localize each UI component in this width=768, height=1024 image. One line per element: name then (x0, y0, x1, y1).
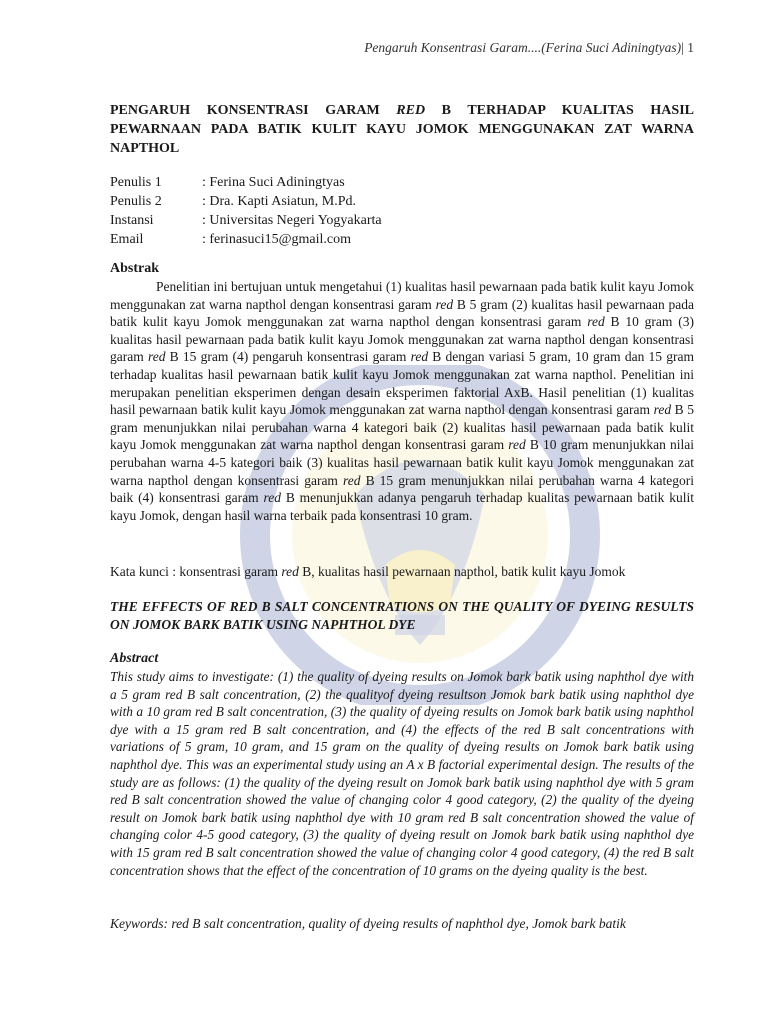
english-title: THE EFFECTS OF RED B SALT CONCENTRATIONS ON THE QUALITY OF DYEING RESULTS ON JOMOK BARK BATIK USING NAPHTHOL DYE (110, 599, 694, 632)
paper-title (110, 101, 694, 158)
abstrak-text-segment: B 10 gram menunjukkan nilai perubahan warna 4-5 kategori baik (3) kualitas hasil pewarnaan batik kulit kayu Jomok menggunakan zat warna napthol dengan konsentrasi garam (110, 437, 694, 488)
author-row (110, 230, 694, 249)
page-number: 1 (687, 40, 694, 55)
abstrak-text-segment: B dengan variasi 5 gram, 10 gram dan 15 gram terhadap kualitas hasil pewarnaan batik kulit kayu Jomok menggunakan zat warna napthol. Penelitian ini merupakan penelitian eksperimen dengan desain eksperimen faktorial AxB. Hasil penelitian (1) kualitas hasil pewarnaan batik kulit kayu Jomok menggunakan zat warna napthol dengan konsentrasi garam (110, 349, 694, 418)
abstrak-text-segment: B 5 gram menunjukkan nilai perubahan warna 4 kategori baik (2) kualitas hasil pewarnaan pada batik kulit kayu Jomok menggunakan zat warna napthol dengan konsentrasi garam (110, 402, 694, 453)
running-header (364, 40, 694, 56)
abstrak-text-segment: B 10 gram (3) kualitas hasil pewarnaan pada batik kulit kayu Jomok menggunakan zat warna napthol dengan konsentrasi garam (110, 314, 694, 365)
abstrak-text-segment: Penelitian ini bertujuan untuk mengetahui (1) kualitas hasil pewarnaan pada batik kulit kayu Jomok menggunakan zat warna napthol dengan konsentrasi garam (110, 279, 694, 312)
email-value: : ferinasuci15@gmail.com (202, 232, 351, 247)
abstrak-text-segment: B 15 gram menunjukkan nilai perubahan warna 4 kategori baik (4) konsentrasi garam (110, 472, 694, 506)
author-block (110, 173, 694, 249)
title-part1: PENGARUH KONSENTRASI GARAM (110, 103, 397, 118)
author-value: : Universitas Negeri Yogyakarta (202, 213, 382, 228)
kata-kunci-italic: red (281, 564, 299, 579)
abstrak-text-segment: B 5 gram (2) kualitas hasil pewarnaan pada batik kulit kayu Jomok menggunakan zat warna napthol dengan konsentrasi garam (110, 296, 694, 330)
author-label: Penulis 1 (110, 175, 162, 190)
title-part2: B TERHADAP KUALITAS HASIL PEWARNAAN PADA BATIK KULIT KAYU JOMOK MENGGUNAKAN ZAT WARNA NAPTHOL (110, 103, 694, 156)
abstract-heading: Abstract (110, 651, 159, 666)
header-separator: | (681, 40, 684, 55)
kata-kunci-suffix: B, kualitas hasil pewarnaan napthol, batik kulit kayu Jomok (298, 564, 626, 579)
abstrak-text-segment: B 15 gram (4) pengaruh konsentrasi garam (165, 349, 411, 365)
running-title: Pengaruh Konsentrasi Garam....(Ferina Suci Adiningtyas) (364, 40, 682, 55)
keywords: Keywords: red B salt concentration, quality of dyeing results of naphthol dye, Jomok bark batik (110, 916, 626, 931)
abstrak-italic-term: red (147, 349, 166, 365)
abstrak-text-segment: B menunjukkan adanya pengaruh terhadap kualitas pewarnaan batik kulit kayu Jomok, dengan hasil warna terbaik pada konsentrasi 10 gram. (110, 490, 695, 523)
abstrak-italic-term: red (263, 490, 281, 506)
kata-kunci-prefix: Kata kunci : konsentrasi garam (110, 564, 282, 579)
abstrak-paragraph (110, 278, 694, 524)
abstrak-italic-term: red (343, 472, 361, 488)
author-value: : Dra. Kapti Asiatun, M.Pd. (202, 194, 356, 209)
abstrak-italic-term: red (653, 402, 672, 418)
author-label: Penulis 2 (110, 194, 162, 209)
author-row (110, 211, 694, 230)
abstract-paragraph: This study aims to investigate: (1) the quality of dyeing results on Jomok bark batik using naphthol dye with a 5 gram red B salt concentration, (2) the qualityof dyeing resultson Jomok bark batik using naphthol dye with a 10 gram red B salt concentration, (3) the quality of dyeing results on Jomok bark batik using naphthol dye with a 15 gram red B salt concentration, and (4) the effects of the red B salt concentrations with variations of 5 gram, 10 gram, and 15 gram on the quality of dyeing results on Jomok bark batik using naphthol dye. This was an experimental study using an A x B factorial experimental design. The results of the study are as follows: (1) the quality of the dyeing result on Jomok bark batik using naphthol dye with 5 gram red B salt concentration showed the value of changing color 4 good category, (2) the quality of the dyeing result on Jomok bark batik using naphthol dye with 10 gram red B salt concentration showed the value of changing color 4-5 good category, (3) the quality of dyeing result on Jomok bark batik using naphthol dye with 15 gram red B salt concentration showed the value of changing color 4 good category, (4) the red B salt concentration shows that the effect of the concentration of 10 grams on the dyeing quality is the best. (110, 669, 694, 878)
abstrak-italic-term: red (410, 349, 429, 365)
kata-kunci (110, 563, 694, 581)
author-label: Instansi (110, 213, 154, 228)
abstrak-italic-term: red (508, 437, 526, 453)
abstrak-heading: Abstrak (110, 261, 160, 276)
abstrak-italic-term: red (587, 314, 605, 330)
author-label: Email (110, 232, 144, 247)
author-row (110, 192, 694, 211)
title-italic: RED (396, 103, 426, 118)
abstrak-italic-term: red (435, 296, 454, 312)
author-value: : Ferina Suci Adiningtyas (202, 175, 345, 190)
author-row (110, 173, 694, 192)
